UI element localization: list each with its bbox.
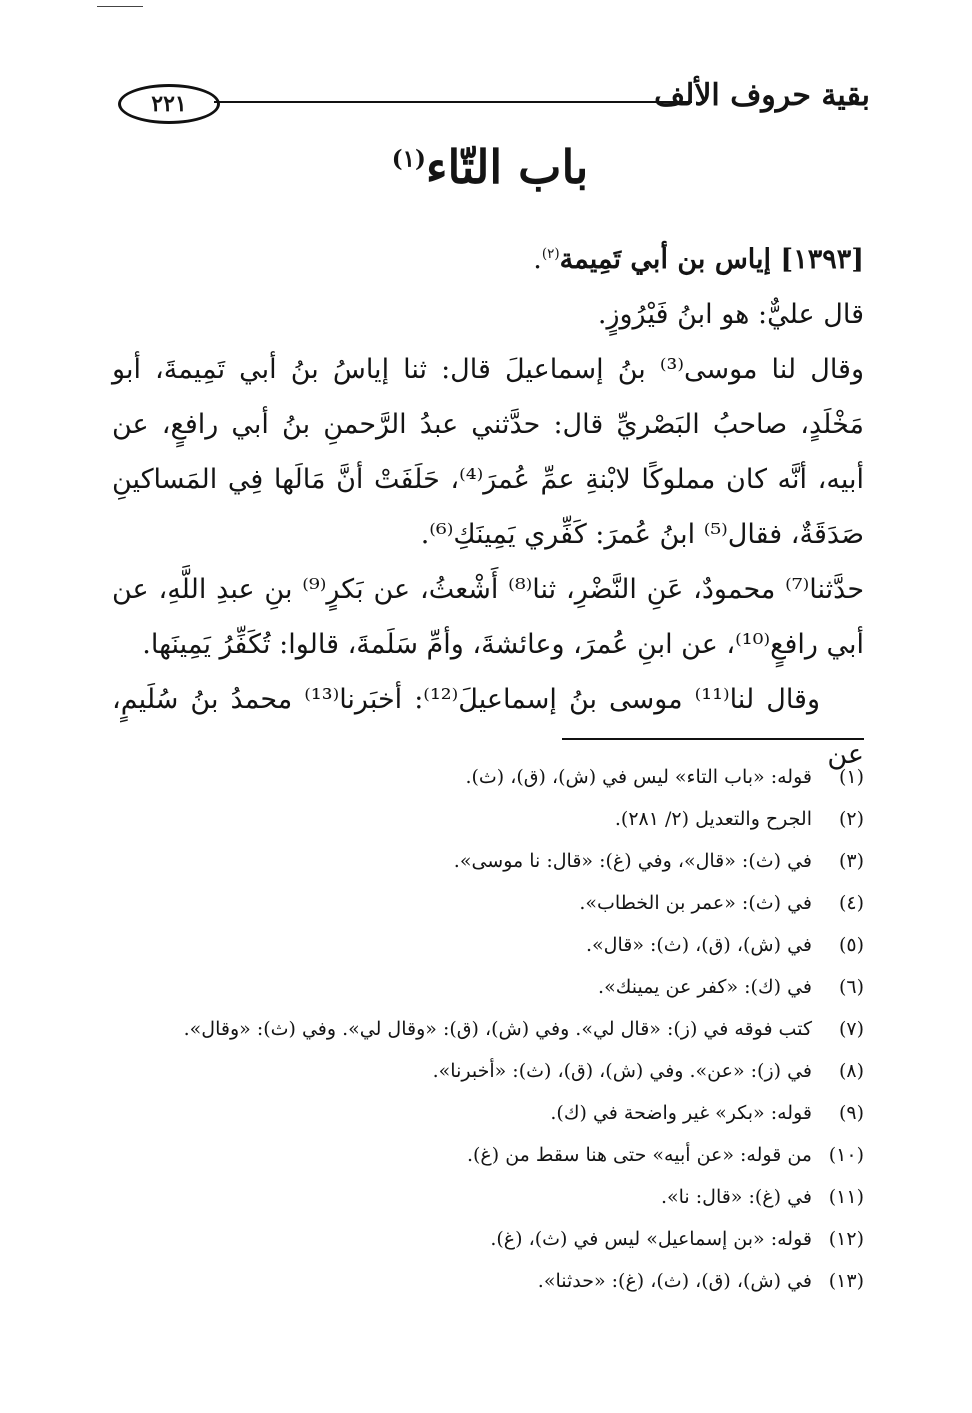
footnote-number: (٢) (838, 808, 864, 830)
footnote-number: (٣) (838, 850, 864, 872)
page-number: ٢٢١ (151, 91, 187, 117)
footnote-number: (٥) (838, 934, 864, 956)
footnote-text: الجرح والتعديل (٢/ ٢٨١). (614, 808, 812, 830)
footnote-number: (٧) (838, 1018, 864, 1040)
footnote (112, 1050, 864, 1092)
footnote-text: قوله: «باب التاء» ليس في (ش)، (ق)، (ث). (465, 766, 812, 788)
chapter-title (110, 140, 870, 194)
footnote-text: في (ك): «كفر عن يمينك». (598, 976, 812, 998)
entry-head-text: [١٣٩٣] إياس بن أبي تَمِيمة (559, 244, 864, 275)
footnote (112, 1092, 864, 1134)
paragraph-4: وقال لنا⁽¹¹⁾ موسى بنُ إسماعيلَ⁽¹²⁾: أخبَرنا⁽¹³⁾ محمدُ بنُ سُلَيمٍ، عن (112, 684, 864, 770)
footnote-number: (٤) (838, 892, 864, 914)
footnote-number: (١٢) (828, 1228, 864, 1250)
corner-mark (97, 6, 143, 7)
footnote-text: في (ث): «عمر بن الخطاب». (579, 892, 812, 914)
footnote-text: في (غ): «قال: نا». (660, 1186, 812, 1208)
footnote (112, 1260, 864, 1302)
footnote (112, 1218, 864, 1260)
footnote-text: قوله: «بكر» غير واضحة في (ك). (550, 1102, 812, 1124)
footnote (112, 756, 864, 798)
footnote-number: (٩) (838, 1102, 864, 1124)
footnote-number: (٦) (838, 976, 864, 998)
footnotes (112, 756, 864, 1302)
footnote-text: في (ش)، (ق)، (ث): «قال». (585, 934, 812, 956)
entry-head-mark: (٢) (541, 246, 560, 262)
footnote-number: (١١) (828, 1186, 864, 1208)
footnote-text: في (ش)، (ق)، (ث)، (غ): «حدثنا». (537, 1270, 812, 1292)
main-text (112, 232, 864, 782)
footnote (112, 924, 864, 966)
paragraph-3: حدَّثنا⁽⁷⁾ محمودٌ، عَنِ النَّضْرِ، ثنا⁽⁸⁾ أَشْعثُ، عن بَكرٍ⁽⁹⁾ بنِ عبدِ اللَّهِ، عن أبي رافعٍ⁽¹⁰⁾، عن ابنِ عُمرَ، وعائشةَ، وأمِّ سَلَمةَ، قالوا: تُكَفِّرُ يَمِينَها. (112, 574, 865, 660)
footnote-number: (١٣) (828, 1270, 864, 1292)
footnote-text: في (ث): «قال»، وفي (غ): «قال: نا موسى». (453, 850, 812, 872)
header-rule (214, 101, 692, 103)
footnote-number: (٨) (838, 1060, 864, 1082)
chapter-title-text: باب التّاء (425, 140, 589, 194)
footnote-number: (١) (838, 766, 864, 788)
footnote (112, 1134, 864, 1176)
footnote-separator (562, 738, 864, 740)
paragraph-1: قال عليٌّ: هو ابنُ فَيْرُوزٍ. (597, 299, 864, 330)
footnote-text: من قوله: «عن أبيه» حتى هنا سقط من (غ). (466, 1144, 812, 1166)
footnote (112, 1008, 864, 1050)
footnote-number: (١٠) (828, 1144, 864, 1166)
title-footnote-mark: (١) (391, 145, 426, 173)
footnote (112, 882, 864, 924)
footnote (112, 1176, 864, 1218)
footnote (112, 840, 864, 882)
footnote (112, 966, 864, 1008)
running-head: بقية حروف الألف (654, 78, 870, 113)
footnote-text: قوله: «بن إسماعيل» ليس في (ث)، (غ). (490, 1228, 812, 1250)
page-header (110, 78, 870, 134)
page-number-badge (118, 84, 220, 124)
footnote-text: كتب فوقه في (ز): «قال لي». وفي (ش)، (ق): «وقال لي». وفي (ث): «وقال». (183, 1018, 812, 1040)
entry-heading (112, 232, 864, 287)
paragraph-2: وقال لنا موسى⁽³⁾ بنُ إسماعيلَ قال: ثنا إياسُ بنُ أبي تَمِيمةَ، أبو مَخْلَدٍ، صاحبُ البَصْريِّ قال: حدَّثني عبدُ الرَّحمنِ بنُ أبي رافعٍ، عن أبيه، أنَّه كان مملوكًا لابْنةِ عمِّ عُمرَ⁽⁴⁾، حَلَفَتْ أنَّ مَالَها فِي المَساكينِ صَدَقَةٌ، فقال⁽⁵⁾ ابنُ عُمرَ: كَفِّري يَمِينَكِ⁽⁶⁾. (112, 354, 865, 550)
footnote (112, 798, 864, 840)
footnote-text: في (ز): «عن». وفي (ش)، (ق)، (ث): «أخبرنا». (432, 1060, 812, 1082)
entry-head-end: . (533, 244, 542, 275)
